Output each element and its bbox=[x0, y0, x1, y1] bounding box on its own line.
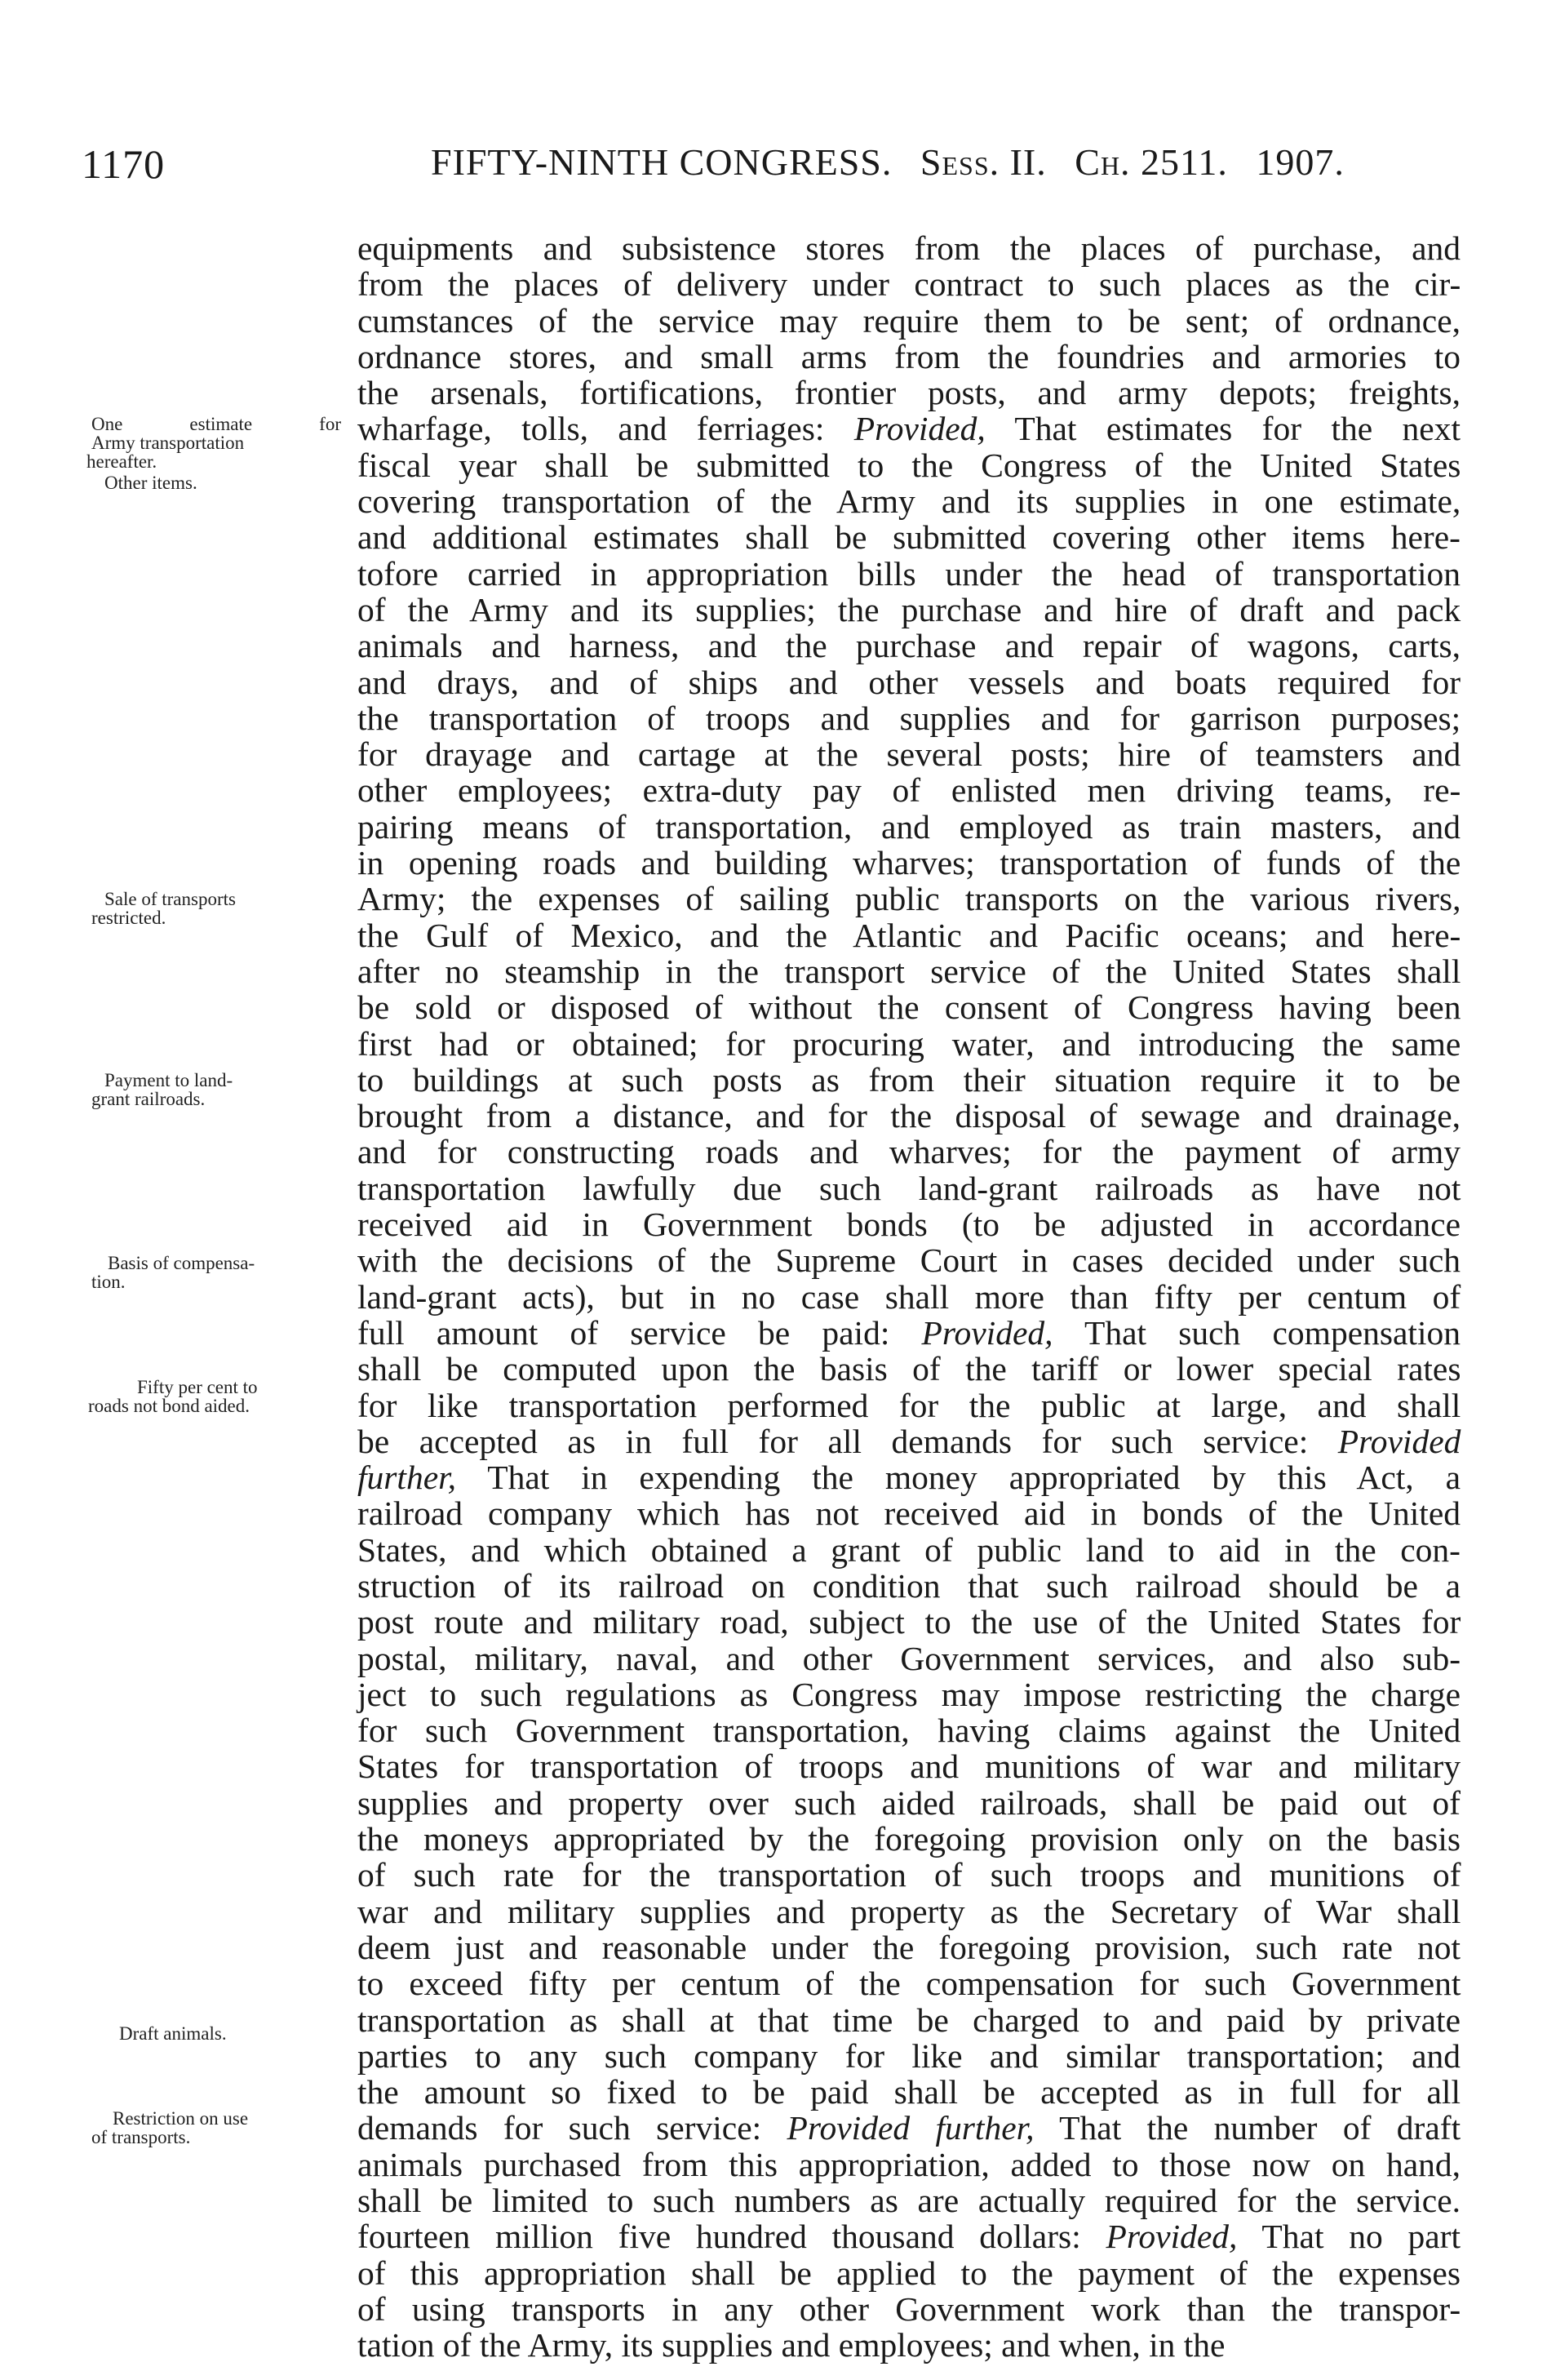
text-line: railroad company which has not received aid in bonds of the United bbox=[357, 1494, 1461, 1533]
text-line bbox=[357, 2218, 1461, 2254]
chapter: Ch. 2511. bbox=[1075, 141, 1228, 183]
text-line: shall be computed upon the basis of the tariff or lower special rates bbox=[357, 1350, 1461, 1388]
text-line: the moneys appropriated by the foregoing provision only on the basis bbox=[357, 1820, 1461, 1858]
text-line: equipments and subsistence stores from the places of purchase, and bbox=[357, 229, 1461, 267]
year: 1907. bbox=[1256, 141, 1345, 183]
text-line: after no steamship in the transport service of the United States shall bbox=[357, 952, 1461, 990]
text-segment: That such compensation bbox=[1053, 1313, 1461, 1352]
text-line: from the places of delivery under contract to such places as the cir- bbox=[357, 265, 1461, 304]
text-line: transportation lawfully due such land-grant railroads as have not bbox=[357, 1169, 1461, 1207]
text-line: tofore carried in appropriation bills under the head of transportation bbox=[357, 554, 1461, 593]
text-line: for such Government transportation, having claims against the United bbox=[357, 1712, 1461, 1750]
text-line: Army; the expenses of sailing public transports on the various rivers, bbox=[357, 880, 1461, 918]
text-line: of such rate for the transportation of such troops and munitions of bbox=[357, 1856, 1461, 1894]
text-line: received aid in Government bonds (to be adjusted in accordance bbox=[357, 1206, 1461, 1244]
text-segment: That estimates for the next bbox=[985, 410, 1461, 448]
text-line: of this appropriation shall be applied to the payment of the expenses bbox=[357, 2253, 1461, 2292]
text-line: the transportation of troops and supplies and for garrison purposes; bbox=[357, 699, 1461, 737]
text-line: in opening roads and building wharves; transportation of funds of the bbox=[357, 844, 1461, 882]
text-line: post route and military road, subject to the use of the United States for bbox=[357, 1603, 1461, 1641]
italic-proviso: Provided further, bbox=[787, 2109, 1035, 2147]
text-line bbox=[357, 1423, 1461, 1459]
margin-note-other-items bbox=[91, 473, 354, 492]
congress-title: FIFTY-NINTH CONGRESS. bbox=[431, 141, 893, 183]
text-line: States for transportation of troops and munitions of war and military bbox=[357, 1747, 1461, 1786]
session: Sess. II. bbox=[920, 141, 1047, 183]
text-line: covering transportation of the Army and its supplies in one estimate, bbox=[357, 482, 1461, 521]
text-line: to exceed fifty per centum of the compensation for such Government bbox=[357, 1965, 1461, 2003]
text-line: and for constructing roads and wharves; for the payment of army bbox=[357, 1133, 1461, 1171]
body-text bbox=[357, 230, 1461, 2364]
text-line bbox=[357, 411, 1461, 446]
text-line: cumstances of the service may require them to be sent; of ordnance, bbox=[357, 301, 1461, 340]
text-line: for drayage and cartage at the several posts; hire of teamsters and bbox=[357, 735, 1461, 774]
margin-note-fifty-per-cent bbox=[88, 1377, 354, 1416]
margin-note-one-estimate bbox=[86, 414, 354, 472]
text-segment: full amount of service be paid: bbox=[357, 1313, 922, 1352]
margin-note-line: Army transportation bbox=[91, 433, 245, 453]
margin-note-line: Draft animals. bbox=[119, 2023, 227, 2044]
text-segment: wharfage, tolls, and ferriages: bbox=[357, 410, 854, 448]
margin-note-line: roads not bond aided. bbox=[88, 1396, 250, 1416]
text-line: land-grant acts), but in no case shall more than fifty per centum of bbox=[357, 1277, 1461, 1316]
text-line: brought from a distance, and for the disposal of sewage and drainage, bbox=[357, 1097, 1461, 1135]
text-line: to buildings at such posts as from their situation require it to be bbox=[357, 1060, 1461, 1099]
margin-note-draft-animals bbox=[91, 2024, 354, 2043]
text-line: for like transportation performed for the public at large, and shall bbox=[357, 1386, 1461, 1424]
margin-note-line: One estimate for bbox=[91, 414, 341, 434]
text-line bbox=[357, 2110, 1461, 2146]
text-line: postal, military, naval, and other Government services, and also sub- bbox=[357, 1639, 1461, 1677]
italic-proviso: Provided, bbox=[921, 1313, 1053, 1352]
text-line: transportation as shall at that time be charged to and paid by private bbox=[357, 2000, 1461, 2039]
text-line: the Gulf of Mexico, and the Atlantic and Pacific oceans; and here- bbox=[357, 916, 1461, 954]
margin-note-sale-of-transports bbox=[91, 890, 354, 927]
italic-proviso: further, bbox=[357, 1459, 457, 1497]
text-line: the amount so fixed to be paid shall be accepted as in full for all bbox=[357, 2073, 1461, 2111]
text-line: of using transports in any other Government work than the transpor- bbox=[357, 2289, 1461, 2328]
text-line: pairing means of transportation, and employed as train masters, and bbox=[357, 807, 1461, 846]
text-line: supplies and property over such aided railroads, shall be paid out of bbox=[357, 1783, 1461, 1822]
text-line: States, and which obtained a grant of public land to aid in the con- bbox=[357, 1530, 1461, 1569]
text-line bbox=[357, 1459, 1461, 1495]
text-line: animals purchased from this appropriation, added to those now on hand, bbox=[357, 2145, 1461, 2183]
text-line: be sold or disposed of without the consent of Congress having been bbox=[357, 988, 1461, 1027]
margin-note-line: Sale of transports bbox=[104, 889, 236, 909]
margin-note-line: Other items. bbox=[104, 473, 197, 493]
text-line: tation of the Army, its supplies and employees; and when, in the bbox=[357, 2326, 1226, 2364]
margin-note-line: of transports. bbox=[91, 2127, 191, 2147]
text-segment: fourteen million five hundred thousand dollars: bbox=[357, 2218, 1106, 2256]
text-line: with the decisions of the Supreme Court in cases decided under such bbox=[357, 1241, 1461, 1280]
margin-note-line: Basis of compensa- bbox=[108, 1253, 255, 1273]
margin-note-line: grant railroads. bbox=[91, 1089, 206, 1109]
text-line: other employees; extra-duty pay of enlisted men driving teams, re- bbox=[357, 771, 1461, 810]
margin-note-basis-compensation bbox=[91, 1254, 354, 1291]
text-segment: demands for such service: bbox=[357, 2109, 787, 2147]
text-line: animals and harness, and the purchase and repair of wagons, carts, bbox=[357, 627, 1461, 665]
text-line: first had or obtained; for procuring water, and introducing the same bbox=[357, 1024, 1461, 1063]
margin-note-line: tion. bbox=[91, 1272, 126, 1292]
margin-note-line: Restriction on use bbox=[113, 2108, 249, 2129]
italic-proviso: Provided, bbox=[1106, 2218, 1238, 2256]
text-line: of the Army and its supplies; the purchase and hire of draft and pack bbox=[357, 590, 1461, 628]
margin-note-line: Payment to land- bbox=[104, 1070, 233, 1090]
page-number: 1170 bbox=[82, 141, 166, 187]
text-line: deem just and reasonable under the foregoing provision, such rate not bbox=[357, 1928, 1461, 1966]
italic-proviso: Provided bbox=[1337, 1422, 1461, 1460]
text-line: fiscal year shall be submitted to the Congress of the United States bbox=[357, 446, 1461, 484]
margin-note-line: hereafter. bbox=[86, 451, 157, 472]
margin-note-payment-land-grant bbox=[91, 1071, 354, 1108]
text-line: struction of its railroad on condition that such railroad should be a bbox=[357, 1566, 1461, 1605]
text-segment: be accepted as in full for all demands for such service: bbox=[357, 1422, 1338, 1460]
text-segment: That the number of draft bbox=[1034, 2109, 1461, 2147]
margin-note-line: Fifty per cent to bbox=[137, 1377, 258, 1397]
text-line: ject to such regulations as Congress may impose restricting the charge bbox=[357, 1675, 1461, 1713]
text-line: the arsenals, fortifications, frontier posts, and army depots; freights, bbox=[357, 374, 1461, 412]
text-segment: That no part bbox=[1237, 2218, 1461, 2256]
text-segment: That in expending the money appropriated by this Act, a bbox=[456, 1459, 1461, 1497]
italic-proviso: Provided, bbox=[853, 410, 986, 448]
text-line: shall be limited to such numbers as are actually required for the service. bbox=[357, 2182, 1461, 2220]
text-line: and drays, and of ships and other vessels and boats required for bbox=[357, 663, 1461, 701]
text-line bbox=[357, 1315, 1461, 1351]
margin-note-line: restricted. bbox=[91, 908, 166, 928]
text-line: ordnance stores, and small arms from the foundries and armories to bbox=[357, 337, 1461, 375]
text-line: parties to any such company for like and similar transportation; and bbox=[357, 2036, 1461, 2075]
running-head bbox=[431, 140, 1345, 184]
text-line: and additional estimates shall be submitted covering other items here- bbox=[357, 518, 1461, 557]
text-line: war and military supplies and property as the Secretary of War shall bbox=[357, 1892, 1461, 1930]
margin-note-restriction-use bbox=[91, 2109, 354, 2147]
